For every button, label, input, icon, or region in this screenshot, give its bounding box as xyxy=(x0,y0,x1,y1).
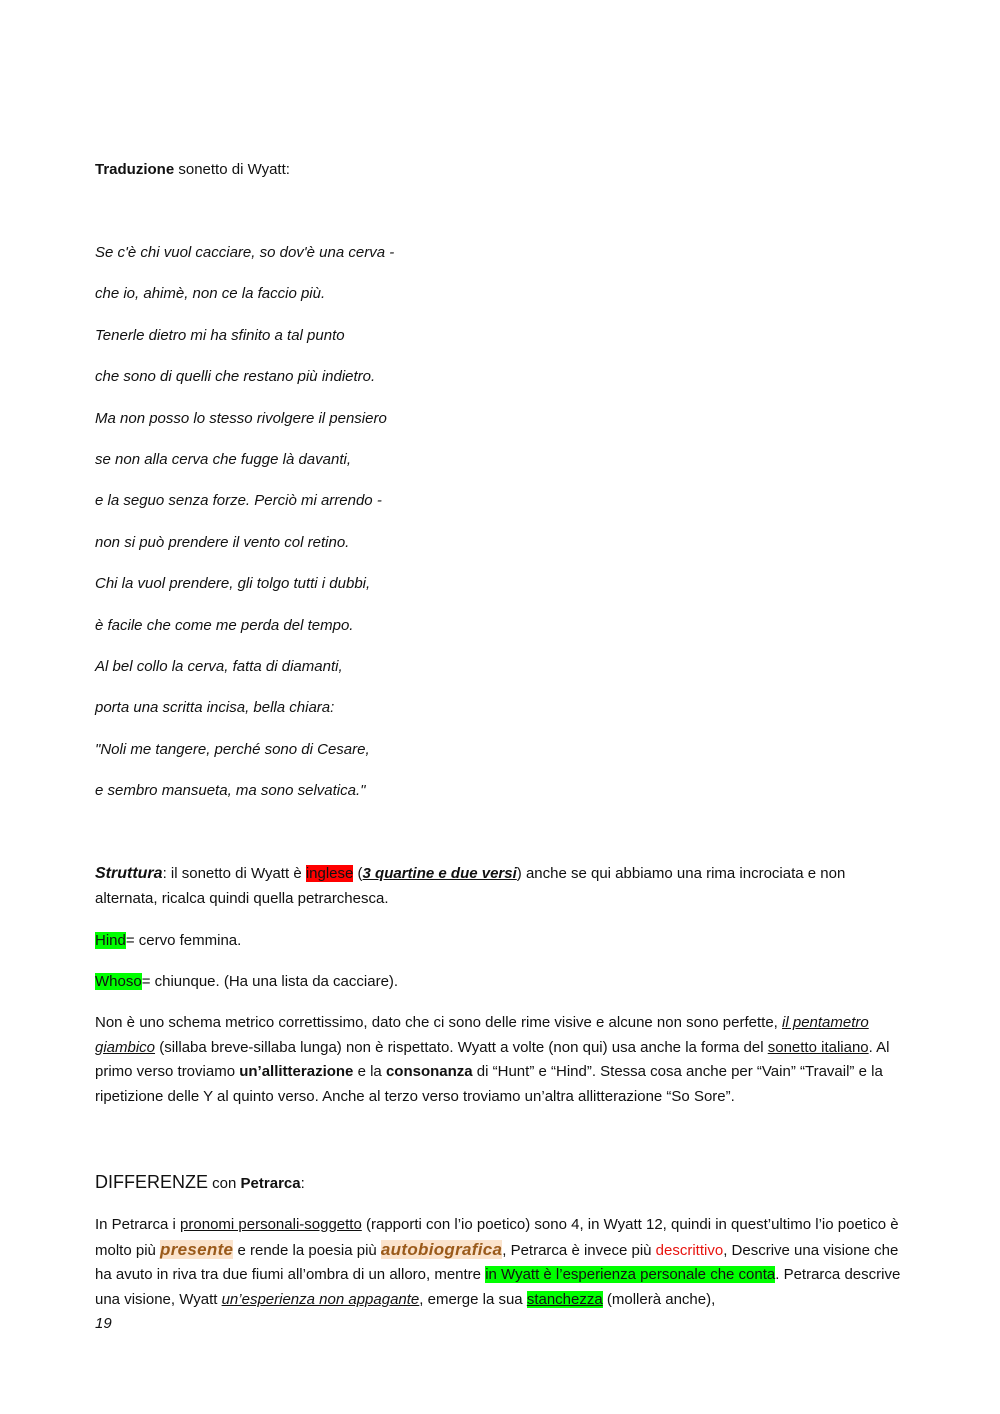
text: = cervo femmina. xyxy=(125,932,242,949)
petrarca-bold: Petrarca xyxy=(240,1175,301,1192)
poem-line: e sembro mansueta, ma sono selvatica." xyxy=(95,782,366,800)
struttura-paragraph xyxy=(95,862,907,911)
text: e rende la poesia più xyxy=(233,1241,381,1259)
presente-emphasis: presente xyxy=(160,1239,234,1259)
highlight-wyatt-esperienza: in Wyatt è l’esperienza personale che conta xyxy=(485,1266,776,1283)
descrittivo-red: descrittivo xyxy=(655,1241,724,1259)
text: e la xyxy=(353,1063,386,1080)
text: , Petrarca è invece più xyxy=(502,1241,656,1259)
heading-bold: Traduzione xyxy=(95,161,175,178)
poem-line: non si può prendere il vento col retino. xyxy=(95,533,350,551)
poem-line: è facile che come me perda del tempo. xyxy=(95,616,354,634)
poem-line: Tenerle dietro mi ha sfinito a tal punto xyxy=(95,326,345,344)
poem-line: Ma non posso lo stesso rivolgere il pensiero xyxy=(95,409,387,427)
poem-line: Chi la vuol prendere, gli tolgo tutti i dubbi, xyxy=(95,575,371,593)
poem-line: "Noli me tangere, perché sono di Cesare, xyxy=(95,740,370,758)
differenze-paragraph xyxy=(95,1213,907,1312)
poem-line: e la seguo senza forze. Perciò mi arrendo - xyxy=(95,492,382,510)
text: (mollerà anche), xyxy=(602,1290,716,1308)
esperienza-non-appagante: un’esperienza non appagante xyxy=(221,1290,420,1308)
heading-rest: sonetto di Wyatt: xyxy=(174,161,290,178)
text: (rapporti con l’io poetico) sono 4, in Wyatt 12, quindi in quest’ultimo l’io poetico è molto più xyxy=(95,1216,899,1259)
highlight-whoso: Whoso xyxy=(95,973,142,990)
text: Non è uno schema metrico correttissimo, dato che ci sono delle rime visive e alcune non sono perfette, xyxy=(95,1014,783,1031)
consonanza-bold: consonanza xyxy=(385,1063,473,1080)
translation-heading xyxy=(95,161,290,178)
differenze-title: DIFFERENZE xyxy=(95,1172,209,1192)
text: ) anche se qui abbiamo una rima incrociata e non alternata, ricalca quindi quella petrarchesca. xyxy=(95,865,846,907)
text: (sillaba breve-sillaba lunga) non è rispettato. Wyatt a volte (non qui) usa anche la forma del xyxy=(155,1038,768,1056)
text: di “Hunt” e “Hind”. Stessa cosa anche per “Vain” “Travail” e la ripetizione delle Y al quinto verso. Anche al terzo verso troviamo un’altra allitterazione “So Sore”. xyxy=(95,1063,883,1105)
sonetto-italiano: sonetto italiano xyxy=(767,1038,869,1056)
whoso-definition xyxy=(95,970,907,995)
differenze-heading xyxy=(95,1170,907,1197)
text: = chiunque. (Ha una lista da cacciare). xyxy=(141,973,399,990)
page-number: 19 xyxy=(95,1315,112,1332)
text: ( xyxy=(353,865,363,882)
autobiografica-emphasis: autobiografica xyxy=(380,1239,503,1259)
poem-line: Al bel collo la cerva, fatta di diamanti, xyxy=(95,657,343,675)
poem-line: che sono di quelli che restano più indietro. xyxy=(95,368,376,386)
pentametro-emphasis: il pentametro giambico xyxy=(95,1014,869,1056)
poem-line: Se c'è chi vuol cacciare, so dov'è una cerva - xyxy=(95,244,395,261)
hind-definition xyxy=(95,929,907,954)
allitterazione-bold: un’allitterazione xyxy=(239,1063,354,1080)
highlight-hind: Hind xyxy=(95,932,126,949)
quartine-emphasis: 3 quartine e due versi xyxy=(362,865,517,882)
text: , Descrive una visione che ha avuto in riva tra due fiumi all’ombra di un alloro, mentre xyxy=(95,1241,899,1283)
poem-line: che io, ahimè, non ce la faccio più. xyxy=(95,285,326,303)
pronomi-underline: pronomi personali-soggetto xyxy=(180,1216,362,1233)
poem-line: se non alla cerva che fugge là davanti, xyxy=(95,450,352,468)
text: : il sonetto di Wyatt è xyxy=(162,865,306,882)
poem xyxy=(95,243,394,822)
metrica-paragraph xyxy=(95,1011,907,1109)
text: , emerge la sua xyxy=(419,1290,527,1308)
highlight-stanchezza: stanchezza xyxy=(526,1290,603,1308)
poem-line: porta una scritta incisa, bella chiara: xyxy=(95,699,335,717)
struttura-label: Struttura xyxy=(95,865,163,882)
highlight-inglese: inglese xyxy=(305,865,354,882)
text: In Petrarca i xyxy=(95,1216,181,1233)
text: : xyxy=(300,1175,305,1192)
text: . Al primo verso troviamo xyxy=(95,1038,890,1080)
text: con xyxy=(208,1175,241,1192)
text: . Petrarca descrive una visione, Wyatt xyxy=(95,1266,901,1308)
